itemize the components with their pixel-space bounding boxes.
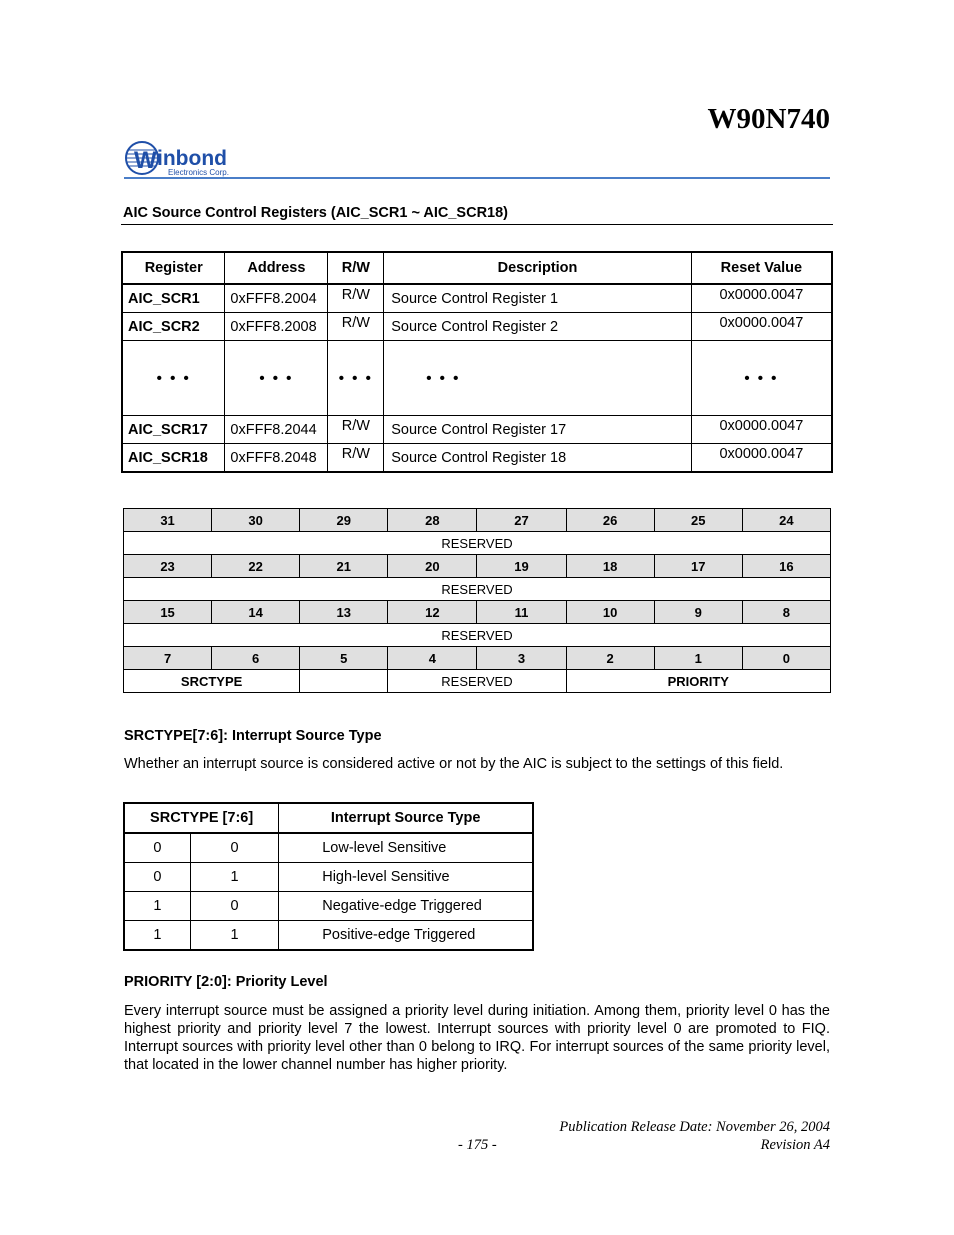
header-source-type: Interrupt Source Type: [279, 803, 533, 833]
srctype-table: [123, 802, 534, 951]
document-title: W90N740: [707, 103, 830, 135]
bit-number: 13: [300, 601, 388, 624]
bit6-value: 1: [190, 863, 278, 892]
bit-number: 10: [566, 601, 654, 624]
register-rw: R/W: [328, 416, 384, 444]
svg-text:Electronics Corp.: Electronics Corp.: [168, 168, 229, 177]
bit-number: 7: [124, 647, 212, 670]
table-header-row: [124, 803, 533, 833]
table-row: [122, 284, 832, 313]
bit-number: 12: [388, 601, 477, 624]
bit-number: 3: [477, 647, 566, 670]
bit-number: 9: [654, 601, 742, 624]
register-reset-value: 0x0000.0047: [691, 444, 832, 473]
header-rule: [124, 177, 830, 179]
bit-field-row: [124, 532, 831, 555]
bit7-value: 0: [124, 833, 190, 863]
source-type: Negative-edge Triggered: [279, 892, 533, 921]
publication-date: Publication Release Date: November 26, 2004: [559, 1119, 830, 1135]
bit-number: 16: [742, 555, 830, 578]
register-reset-value: 0x0000.0047: [691, 284, 832, 313]
register-rw: R/W: [328, 444, 384, 473]
ellipsis: • • •: [225, 341, 328, 416]
header-address: Address: [225, 252, 328, 284]
register-address: 0xFFF8.2004: [225, 284, 328, 313]
bit-number: 25: [654, 509, 742, 532]
bit-number: 19: [477, 555, 566, 578]
register-table: [121, 251, 833, 473]
header-srctype: SRCTYPE [7:6]: [124, 803, 279, 833]
page-number: - 175 -: [458, 1137, 497, 1153]
bit-number: 4: [388, 647, 477, 670]
table-row: [122, 313, 832, 341]
priority-field: PRIORITY: [566, 670, 830, 693]
bit7-value: 1: [124, 921, 190, 951]
register-rw: R/W: [328, 313, 384, 341]
bit-number: 14: [212, 601, 300, 624]
svg-text:W: W: [134, 147, 157, 174]
source-type: Low-level Sensitive: [279, 833, 533, 863]
header-rw: R/W: [328, 252, 384, 284]
bit-number: 2: [566, 647, 654, 670]
bit-number-row: [124, 601, 831, 624]
ellipsis-row: [122, 341, 832, 416]
bit-number: 22: [212, 555, 300, 578]
ellipsis: • • •: [384, 341, 692, 416]
priority-description: Every interrupt source must be assigned a priority level during initiation. Among them, priority level 0 has the highest priority and priority level 7 the lowest. Interrupt sources with priority level 0 are promoted to FIQ. Interrupt sources with priority level other than 0 belong to IRQ. For interrupt sources of the same priority level, that located in the lower channel number has higher priority.: [124, 1003, 830, 1073]
bit-number-row: [124, 647, 831, 670]
bit-number: 31: [124, 509, 212, 532]
header-register: Register: [122, 252, 225, 284]
table-header-row: [122, 252, 832, 284]
bit-number: 26: [566, 509, 654, 532]
register-description: Source Control Register 1: [384, 284, 692, 313]
bit-number: 11: [477, 601, 566, 624]
bit-number-row: [124, 555, 831, 578]
bit-number: 20: [388, 555, 477, 578]
bit-number: 29: [300, 509, 388, 532]
bit6-value: 1: [190, 921, 278, 951]
register-rw: R/W: [328, 284, 384, 313]
register-description: Source Control Register 17: [384, 416, 692, 444]
register-reset-value: 0x0000.0047: [691, 416, 832, 444]
bit6-value: 0: [190, 892, 278, 921]
bit-number: 28: [388, 509, 477, 532]
header-description: Description: [384, 252, 692, 284]
bit-number: 21: [300, 555, 388, 578]
register-reset-value: 0x0000.0047: [691, 313, 832, 341]
table-row: [124, 921, 533, 951]
table-row: [124, 833, 533, 863]
section-heading: AIC Source Control Registers (AIC_SCR1 ~ AIC_SCR18): [123, 205, 509, 221]
srctype-field: SRCTYPE: [124, 670, 300, 693]
reserved-field: RESERVED: [124, 532, 831, 555]
bit-field-row: [124, 578, 831, 601]
reserved-field: RESERVED: [124, 578, 831, 601]
srctype-heading: SRCTYPE[7:6]: Interrupt Source Type: [124, 728, 382, 744]
register-name: AIC_SCR18: [122, 444, 225, 473]
register-description: Source Control Register 18: [384, 444, 692, 473]
section-rule: [121, 224, 833, 225]
bit7-value: 1: [124, 892, 190, 921]
register-name: AIC_SCR1: [122, 284, 225, 313]
reserved-field: RESERVED: [124, 624, 831, 647]
svg-text:inbond: inbond: [157, 147, 227, 170]
bit-number: 0: [742, 647, 830, 670]
ellipsis: • • •: [691, 341, 832, 416]
bit-number: 6: [212, 647, 300, 670]
bit-number: 24: [742, 509, 830, 532]
bit-number: 1: [654, 647, 742, 670]
revision: Revision A4: [760, 1137, 830, 1153]
priority-heading: PRIORITY [2:0]: Priority Level: [124, 974, 328, 990]
register-name: AIC_SCR2: [122, 313, 225, 341]
bit-field-row: [124, 670, 831, 693]
table-row: [124, 892, 533, 921]
source-type: High-level Sensitive: [279, 863, 533, 892]
bit-number: 8: [742, 601, 830, 624]
source-type: Positive-edge Triggered: [279, 921, 533, 951]
ellipsis: • • •: [328, 341, 384, 416]
bit-number: 5: [300, 647, 388, 670]
winbond-logo: [124, 137, 254, 181]
bit-number: 23: [124, 555, 212, 578]
bit-field-row: [124, 624, 831, 647]
header-reset-value: Reset Value: [691, 252, 832, 284]
register-address: 0xFFF8.2044: [225, 416, 328, 444]
ellipsis: • • •: [122, 341, 225, 416]
bit-number: 18: [566, 555, 654, 578]
reserved-field: RESERVED: [388, 670, 566, 693]
register-name: AIC_SCR17: [122, 416, 225, 444]
bit-number: 30: [212, 509, 300, 532]
bit-number: 15: [124, 601, 212, 624]
register-description: Source Control Register 2: [384, 313, 692, 341]
bit-field-table: [123, 508, 831, 693]
register-address: 0xFFF8.2048: [225, 444, 328, 473]
table-row: [122, 444, 832, 473]
bit-number: 27: [477, 509, 566, 532]
bit6-value: 0: [190, 833, 278, 863]
bit7-value: 0: [124, 863, 190, 892]
table-row: [122, 416, 832, 444]
bit-number-row: [124, 509, 831, 532]
srctype-description: Whether an interrupt source is considered active or not by the AIC is subject to the settings of this field.: [124, 756, 784, 772]
register-address: 0xFFF8.2008: [225, 313, 328, 341]
bit-number: 17: [654, 555, 742, 578]
table-row: [124, 863, 533, 892]
blank-field: [300, 670, 388, 693]
